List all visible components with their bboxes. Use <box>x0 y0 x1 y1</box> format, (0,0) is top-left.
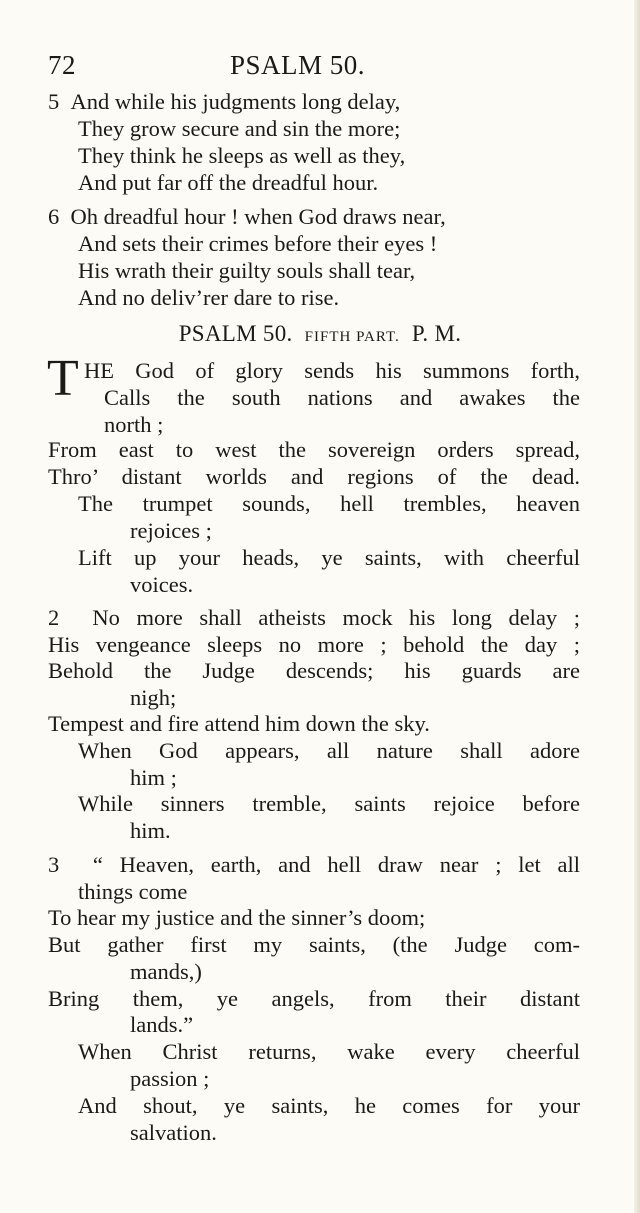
stanza-2-line-1 <box>48 604 580 631</box>
verse-text: And while his judgments long delay, <box>70 89 401 114</box>
running-title: PSALM 50. <box>230 50 366 80</box>
verse-text: “ Heaven, earth, and hell draw near ; let all <box>92 852 581 877</box>
verse-line: They think he sleeps as well as they, <box>78 143 406 168</box>
verse-line: voices. <box>130 572 194 597</box>
verse-text: Oh dreadful hour ! when God draws near, <box>70 204 446 229</box>
stanza-number: 3 <box>48 852 60 877</box>
verse-line: him ; <box>130 765 177 790</box>
verse-line: Calls the south nations and awakes the <box>104 385 580 410</box>
meter-label: P. M. <box>411 321 462 346</box>
page-number: 72 <box>48 50 76 80</box>
verse-line: His wrath their guilty souls shall tear, <box>78 258 416 283</box>
verse-line: mands,) <box>130 959 202 984</box>
stanza-number: 6 <box>48 204 60 229</box>
verse-line: To hear my justice and the sinner’s doom; <box>48 905 426 930</box>
verse-line: But gather first my saints, (the Judge com- <box>48 932 580 957</box>
stanza-5-line-1 <box>48 88 583 115</box>
verse-line: Behold the Judge descends; his guards are <box>48 658 580 683</box>
verse-line: And put far off the dreadful hour. <box>78 170 379 195</box>
verse-line: him. <box>130 818 171 843</box>
verse-line: Lift up your heads, ye saints, with cheerful <box>78 545 580 570</box>
verse-line: HE God of glory sends his summons forth, <box>84 358 580 383</box>
verse-line: Thro’ distant worlds and regions of the dead. <box>48 464 580 489</box>
verse-line: rejoices ; <box>130 518 212 543</box>
verse-line: His vengeance sleeps no more ; behold the day ; <box>48 632 580 657</box>
stanza-number: 5 <box>48 89 60 114</box>
verse-line: While sinners tremble, saints rejoice before <box>78 791 580 816</box>
verse-line: salvation. <box>130 1120 217 1145</box>
verse-line: passion ; <box>130 1066 210 1091</box>
verse-line: And shout, ye saints, he comes for your <box>78 1093 580 1118</box>
verse-line: nigh; <box>130 685 177 710</box>
drop-cap: T <box>47 350 79 407</box>
verse-line: north ; <box>104 412 164 437</box>
verse-line: Bring them, ye angels, from their distant <box>48 986 580 1011</box>
verse-text: No more shall atheists mock his long delay ; <box>92 605 581 630</box>
verse-line: And no deliv’rer dare to rise. <box>78 285 340 310</box>
stanza-3-line-1 <box>48 851 580 878</box>
part-label: FIFTH PART. <box>304 329 400 345</box>
verse-line: And sets their crimes before their eyes ! <box>78 231 438 256</box>
stanza-6-line-1 <box>48 203 583 230</box>
verse-line: When God appears, all nature shall adore <box>78 738 580 763</box>
verse-line: When Christ returns, wake every cheerful <box>78 1039 580 1064</box>
page-edge <box>634 0 640 1213</box>
stanza-number: 2 <box>48 605 60 630</box>
verse-line: They grow secure and sin the more; <box>78 116 401 141</box>
verse-line: The trumpet sounds, hell trembles, heaven <box>78 491 580 516</box>
psalm-title: PSALM 50. <box>178 321 293 346</box>
verse-line: Tempest and fire attend him down the sky. <box>48 711 430 736</box>
verse-line: lands.” <box>130 1012 194 1037</box>
section-title <box>0 321 640 347</box>
verse-line: things come <box>78 879 188 904</box>
verse-line: From east to west the sovereign orders spread, <box>48 437 580 462</box>
page-header <box>48 50 578 84</box>
